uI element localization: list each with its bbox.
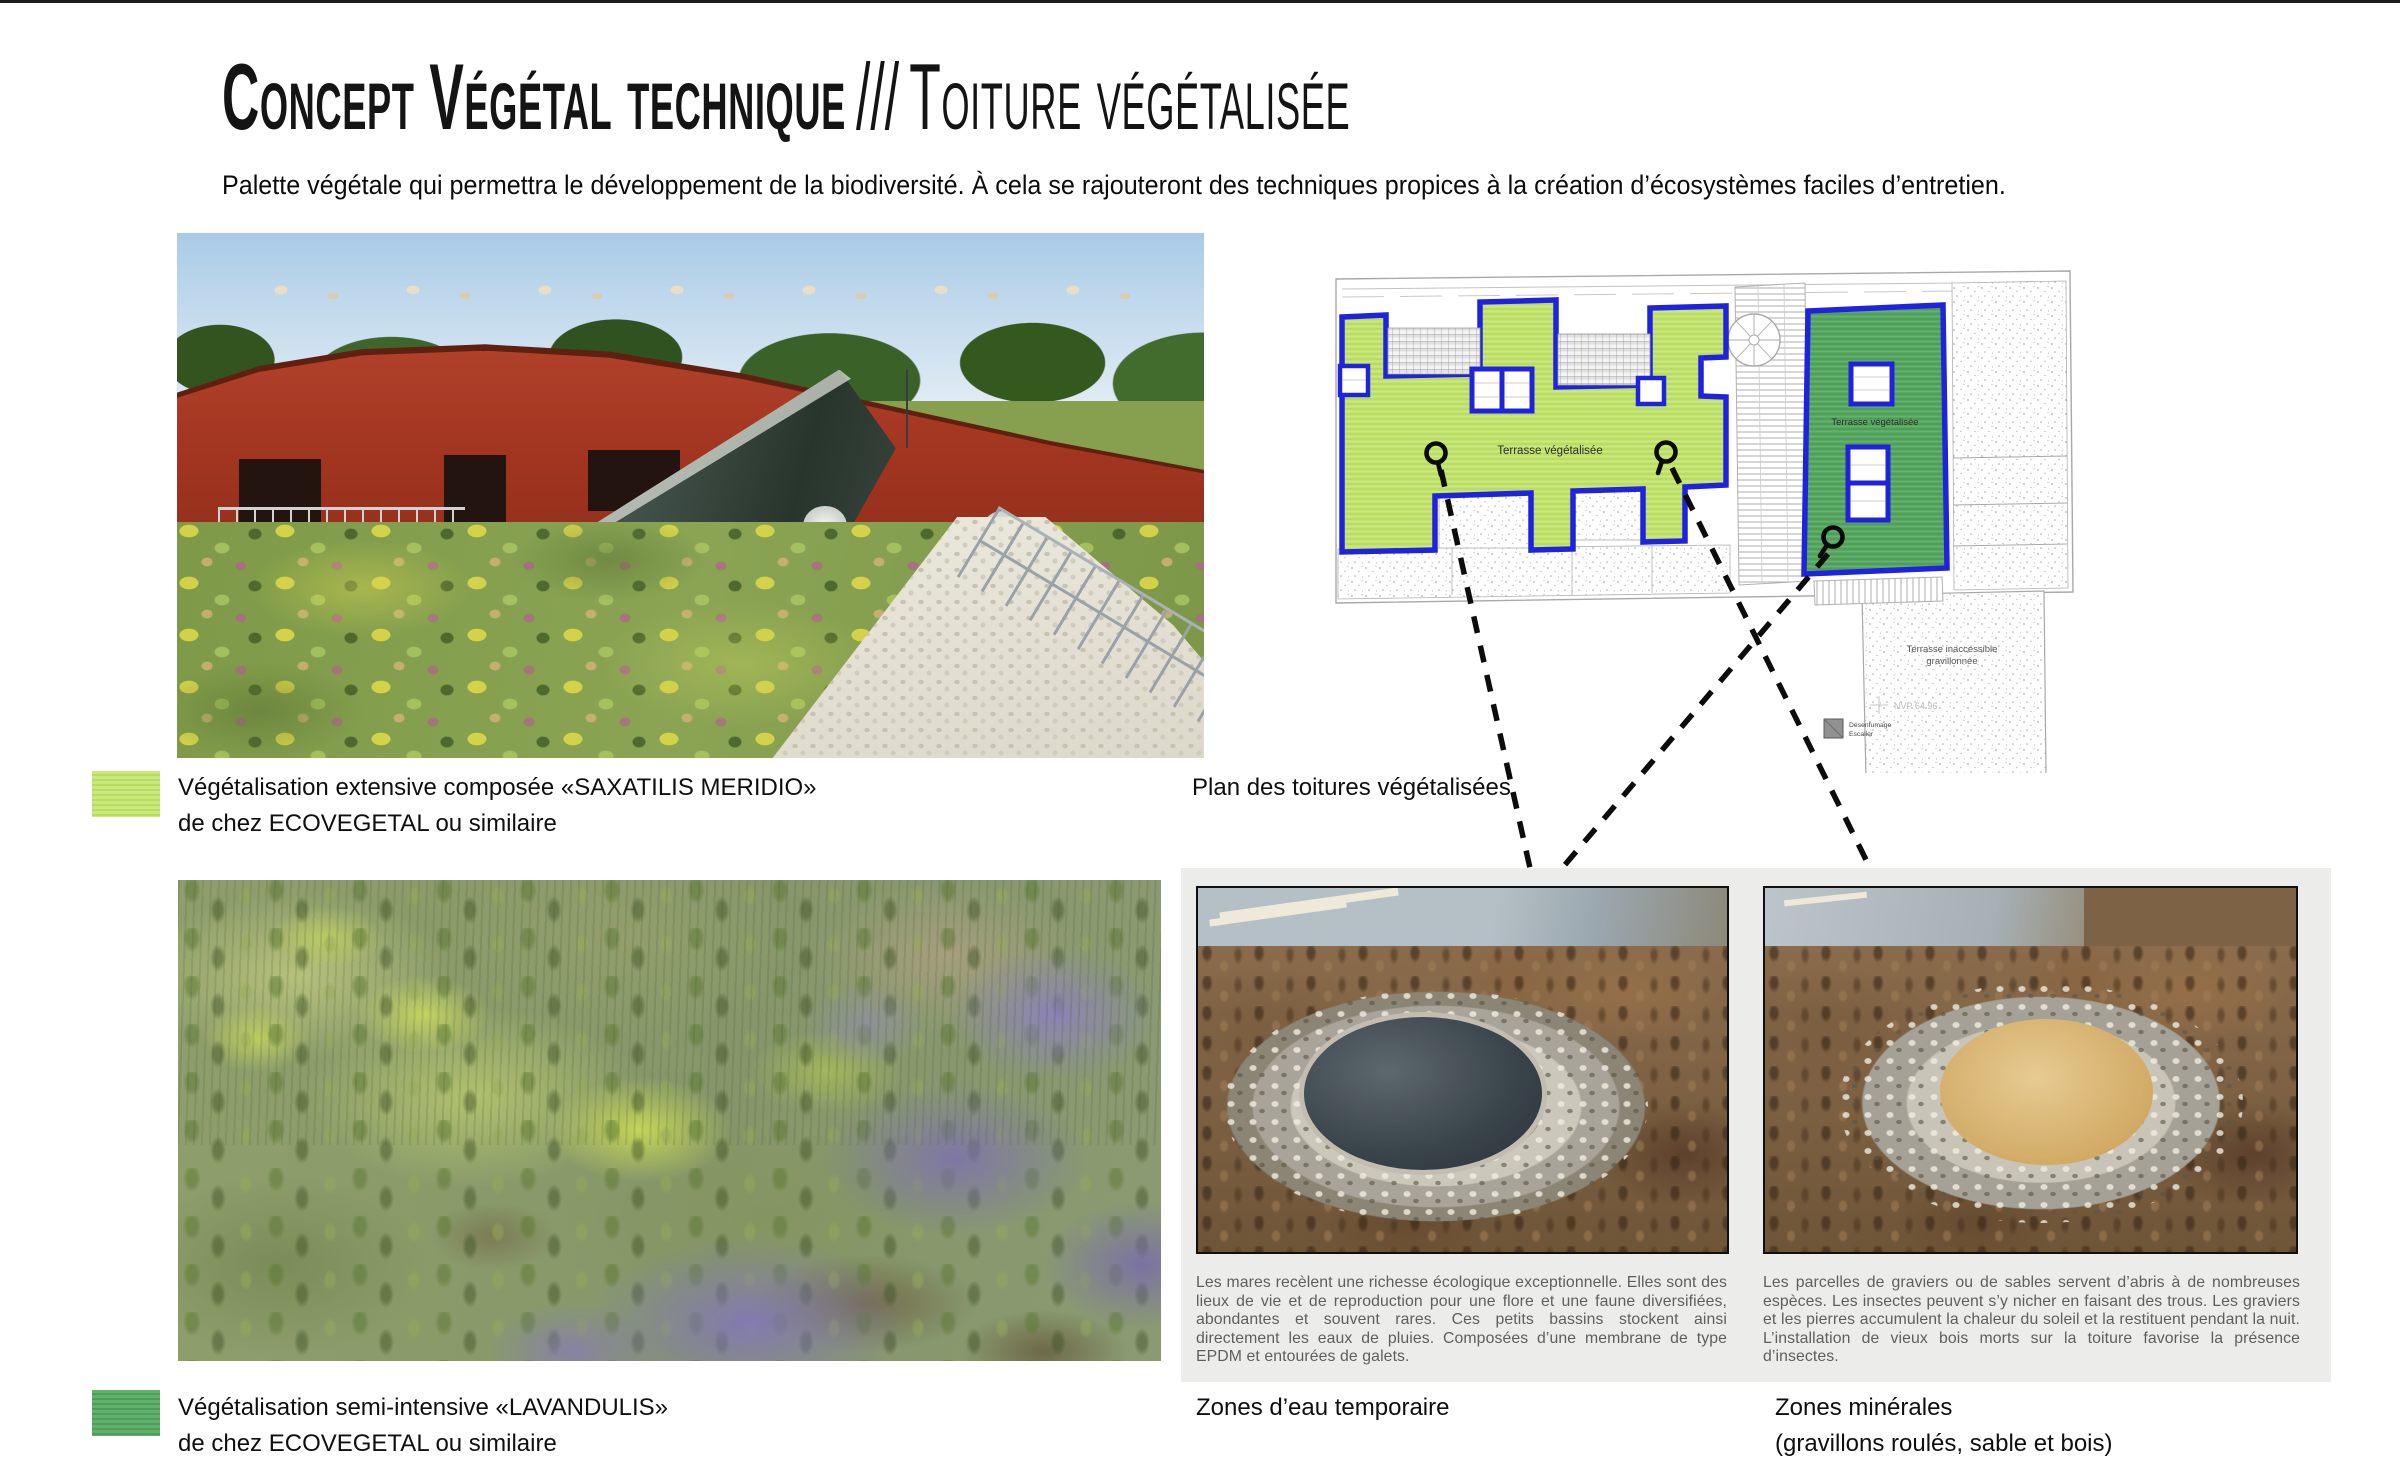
mineral-zone-description: Les parcelles de graviers ou de sables servent d’abris à de nombreuses espèces. Les insectes peuvent s’y nicher en faisant des trous. Les graviers et les pierres accumulent la chaleur du soleil et la restituent pendant la nuit. L’installation de vieux bois morts sur la toiture favorise la présence d’insectes. bbox=[1763, 1274, 2300, 1365]
plan-label-terrace-dark: Terrasse végétalisée bbox=[1831, 417, 1919, 428]
mineral-photo-slab bbox=[1784, 892, 1867, 907]
legend-swatch-semi-intensive bbox=[92, 1390, 160, 1436]
page-title bbox=[222, 44, 1351, 149]
legend-extensive-line1: Végétalisation extensive composée «SAXATILIS MERIDIO» bbox=[178, 774, 817, 801]
water-zone-description: Les mares recèlent une richesse écologique exceptionnelle. Elles sont des lieux de vie et de reproduction pour une flore et une faune diversifiées, abondantes et souvent rares. Ces petits bassins stockent ainsi directement les eaux de pluies. Composées d’une membrane de type EPDM et entourées de galets. bbox=[1196, 1274, 1727, 1365]
mineral-zone-caption-line1: Zones minérales bbox=[1775, 1394, 1953, 1421]
page-title-sub: Toiture végétalisée bbox=[909, 44, 1351, 149]
plan-smoke-vent-icon bbox=[1824, 719, 1843, 738]
plan-inaccessible-terrace bbox=[1862, 591, 2046, 773]
page-title-separator: /// bbox=[856, 44, 900, 149]
photo1-antenna bbox=[906, 370, 908, 449]
mineral-zone-caption bbox=[1775, 1390, 2113, 1462]
photo1-distant-houses bbox=[259, 280, 1163, 317]
legend-semi-intensive-line1: Végétalisation semi-intensive «LAVANDULIS» bbox=[178, 1394, 669, 1421]
page-title-main: Concept Végétal technique bbox=[222, 44, 846, 149]
photo2-grass-streaks bbox=[178, 880, 1161, 1145]
legend-semi-intensive-caption bbox=[178, 1390, 668, 1462]
plan-label-vent-2: Escalier bbox=[1849, 731, 1874, 738]
mineral-zone-caption-line2: (gravillons roulés, sable et bois) bbox=[1775, 1430, 2113, 1457]
plan-label-gravel-1: Terrasse inaccessible bbox=[1906, 644, 1998, 655]
water-zone-caption: Zones d’eau temporaire bbox=[1196, 1394, 1450, 1421]
pond-water bbox=[1299, 1012, 1547, 1175]
plan-trellis bbox=[1388, 328, 1480, 374]
legend-extensive-line2: de chez ECOVEGETAL ou similaire bbox=[178, 810, 557, 837]
page-top-border bbox=[0, 0, 2400, 3]
legend-extensive-caption bbox=[178, 770, 817, 842]
plan-label-level: NVP 64.96 bbox=[1894, 701, 1938, 711]
plan-label-terrace-light: Terrasse végétalisée bbox=[1497, 445, 1603, 457]
photo-mineral-zone bbox=[1763, 886, 2298, 1254]
legend-semi-intensive-line2: de chez ECOVEGETAL ou similaire bbox=[178, 1430, 557, 1457]
plan-stair-band bbox=[1814, 577, 1943, 605]
plan-label-gravel-2: gravillonnée bbox=[1926, 656, 1978, 667]
photo-extensive-green-roof bbox=[177, 233, 1204, 758]
plan-caption: Plan des toitures végétalisées bbox=[1192, 774, 1511, 801]
plan-spiral-stair-icon bbox=[1728, 314, 1780, 366]
roof-plan-drawing bbox=[1322, 243, 2082, 773]
intro-text: Palette végétale qui permettra le développement de la biodiversité. À cela se rajouteront des techniques propices à la création d’écosystèmes faciles d’entretien. bbox=[222, 170, 2006, 200]
plan-label-vent-1: Désenfumage bbox=[1849, 722, 1892, 729]
plan-right-gravel bbox=[1952, 281, 2068, 590]
photo-semi-intensive-roof bbox=[178, 880, 1161, 1361]
photo-temporary-pond bbox=[1196, 886, 1729, 1254]
legend-swatch-extensive bbox=[92, 771, 160, 817]
mineral-sand-patch bbox=[1940, 1019, 2152, 1165]
